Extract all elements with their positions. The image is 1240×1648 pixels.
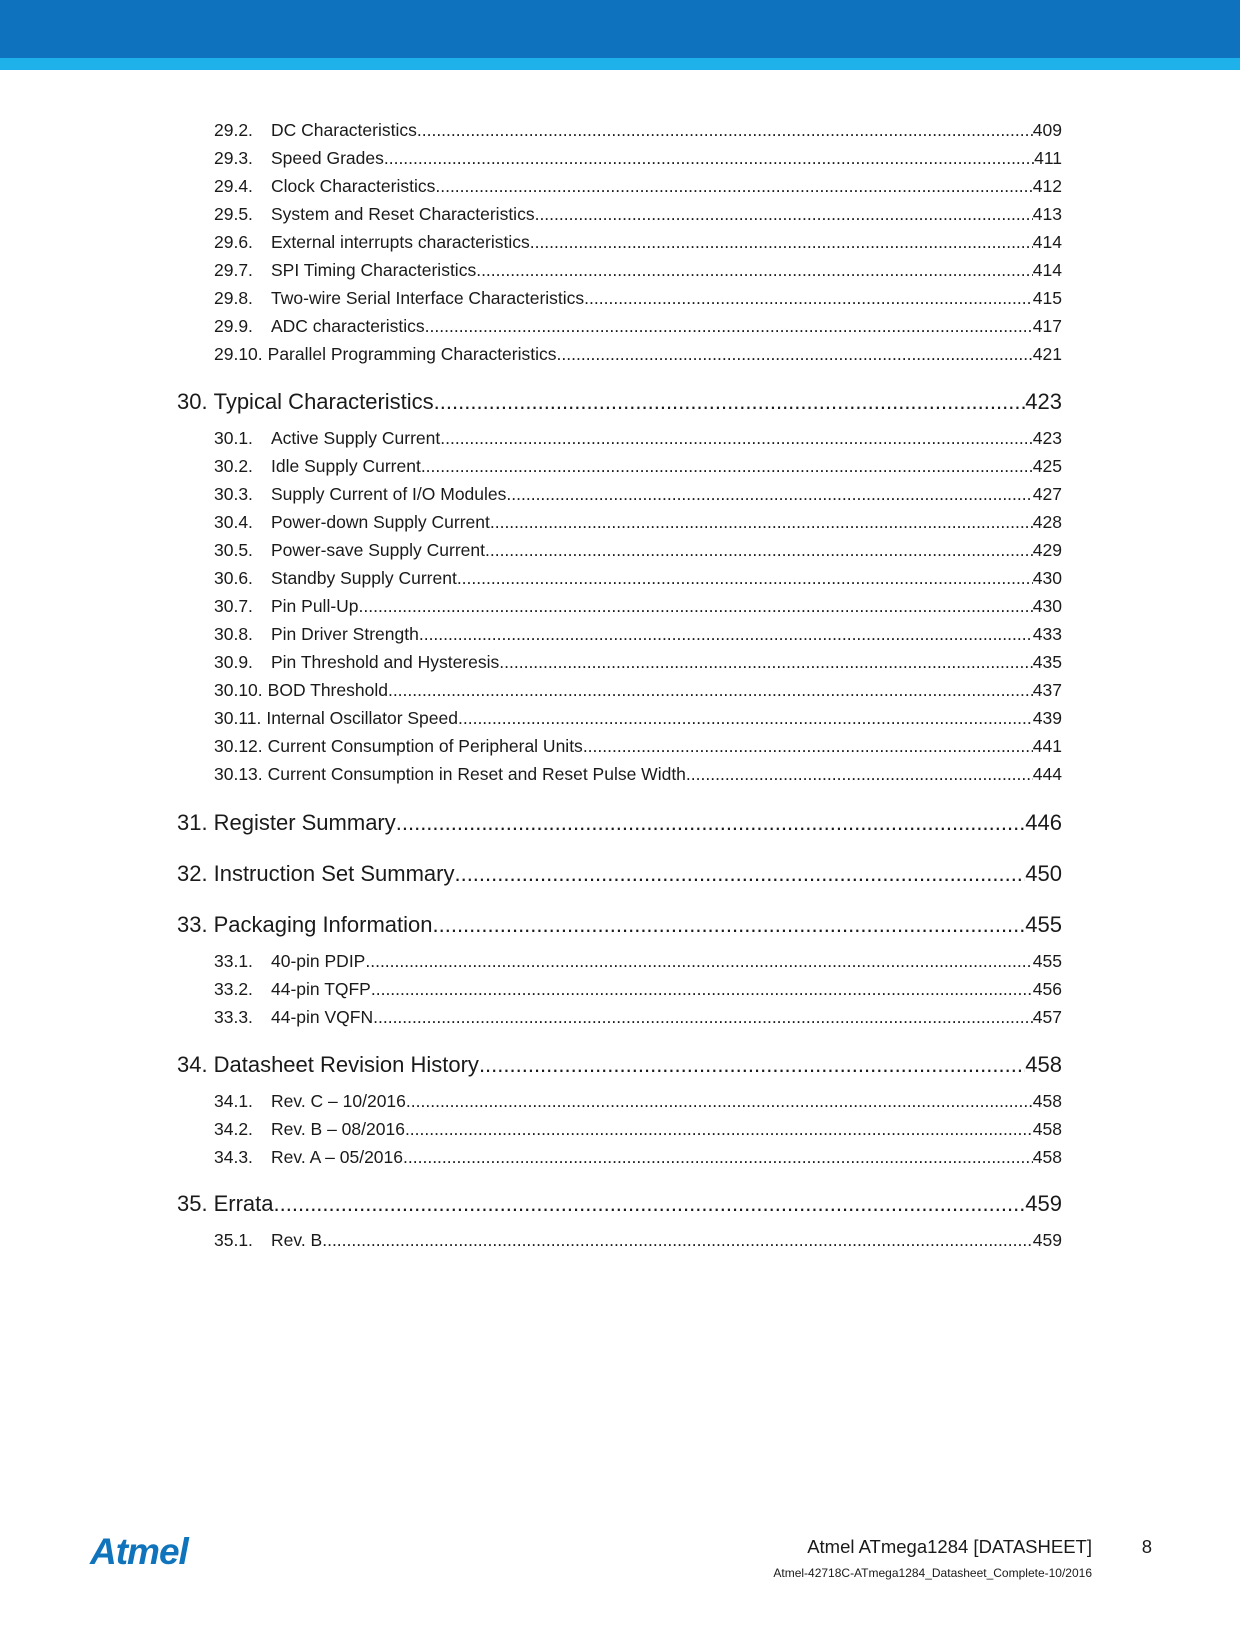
- toc-entry-page: 428: [1032, 512, 1062, 532]
- toc-entry-number: 33.2.: [214, 979, 253, 999]
- toc-entry-title: External interrupts characteristics: [271, 232, 530, 252]
- toc-entry-page: 423: [1032, 428, 1062, 448]
- toc-dot-leader: [384, 146, 1034, 170]
- toc-chapter-title: Errata: [213, 1191, 274, 1216]
- toc-chapter-number: 32.: [177, 861, 208, 886]
- toc-entry-29-7[interactable]: [214, 258, 1062, 282]
- toc-entry-page: 412: [1032, 176, 1062, 196]
- toc-entry-number: 34.1.: [214, 1091, 253, 1111]
- toc-chapter-number: 35.: [177, 1191, 208, 1216]
- toc-dot-leader: [419, 622, 1033, 646]
- toc-dot-leader: [530, 230, 1033, 254]
- toc-entry-30-12[interactable]: [214, 734, 1062, 758]
- toc-entry-title: Speed Grades: [271, 148, 384, 168]
- toc-entry-29-9[interactable]: [214, 314, 1062, 338]
- toc-entry-30-6[interactable]: [214, 566, 1062, 590]
- toc-entry-page: 413: [1032, 204, 1062, 224]
- toc-entry-34-2[interactable]: [214, 1117, 1062, 1141]
- toc-entry-page: 414: [1032, 232, 1062, 252]
- toc-entry-30-9[interactable]: [214, 650, 1062, 674]
- toc-chapter-33[interactable]: [177, 910, 1062, 940]
- toc-entry-30-2[interactable]: [214, 454, 1062, 478]
- toc-dot-leader: [365, 949, 1032, 973]
- toc-chapter-34[interactable]: [177, 1050, 1062, 1080]
- toc-entry-title: DC Characteristics: [271, 120, 417, 140]
- toc-entry-number: 34.3.: [214, 1147, 253, 1167]
- toc-dot-leader: [359, 594, 1033, 618]
- toc-chapter-title: Packaging Information: [213, 912, 433, 937]
- toc-entry-title: 44-pin VQFN: [271, 1007, 374, 1027]
- toc-entry-page: 415: [1032, 288, 1062, 308]
- toc-entry-33-3[interactable]: [214, 1005, 1062, 1029]
- toc-entry-number: 33.3.: [214, 1007, 253, 1027]
- toc-entry-30-10[interactable]: [214, 678, 1062, 702]
- toc-entry-page: 458: [1032, 1119, 1062, 1139]
- toc-chapter-30[interactable]: [177, 387, 1062, 417]
- toc-entry-title: Rev. B – 08/2016: [271, 1119, 405, 1139]
- toc-chapter-number: 30.: [177, 389, 208, 414]
- toc-entry-page: 427: [1032, 484, 1062, 504]
- toc-entry-29-5[interactable]: [214, 202, 1062, 226]
- toc-dot-leader: [557, 342, 1033, 366]
- toc-entry-page: 429: [1032, 540, 1062, 560]
- toc-chapter-title: Register Summary: [213, 810, 396, 835]
- toc-dot-leader: [506, 482, 1032, 506]
- toc-dot-leader: [485, 538, 1033, 562]
- toc-chapter-page: 446: [1025, 810, 1062, 835]
- toc-entry-29-3[interactable]: [214, 146, 1062, 170]
- toc-entry-page: 435: [1032, 652, 1062, 672]
- toc-entry-30-8[interactable]: [214, 622, 1062, 646]
- toc-entry-number: 30.12.: [214, 736, 263, 756]
- toc-entry-number: 29.2.: [214, 120, 253, 140]
- toc-entry-30-13[interactable]: [214, 762, 1062, 786]
- toc-dot-leader: [371, 977, 1033, 1001]
- toc-chapter-page: 450: [1025, 861, 1062, 886]
- toc-entry-30-3[interactable]: [214, 482, 1062, 506]
- toc-dot-leader: [405, 1117, 1033, 1141]
- toc-entry-page: 458: [1032, 1091, 1062, 1111]
- toc-chapter-page: 455: [1025, 912, 1062, 937]
- toc-dot-leader: [434, 387, 1026, 417]
- toc-entry-number: 33.1.: [214, 951, 253, 971]
- toc-entry-number: 30.6.: [214, 568, 253, 588]
- atmel-logo: [88, 1528, 208, 1572]
- toc-dot-leader: [490, 510, 1033, 534]
- toc-entry-number: 30.11.: [214, 708, 262, 728]
- toc-chapter-number: 31.: [177, 810, 208, 835]
- toc-entry-29-10[interactable]: [214, 342, 1062, 366]
- toc-chapter-title: Datasheet Revision History: [213, 1052, 479, 1077]
- toc-entry-title: Internal Oscillator Speed: [266, 708, 458, 728]
- toc-chapter-page: 423: [1025, 389, 1062, 414]
- toc-dot-leader: [686, 762, 1033, 786]
- toc-entry-29-2[interactable]: [214, 118, 1062, 142]
- toc-entry-page: 439: [1032, 708, 1062, 728]
- toc-entry-29-6[interactable]: [214, 230, 1062, 254]
- toc-entry-title: Rev. A – 05/2016: [271, 1147, 404, 1167]
- toc-entry-title: Current Consumption of Peripheral Units: [267, 736, 583, 756]
- toc-entry-title: Pin Threshold and Hysteresis: [271, 652, 500, 672]
- toc-dot-leader: [373, 1005, 1033, 1029]
- toc-chapter-page: 458: [1025, 1052, 1062, 1077]
- toc-entry-title: Parallel Programming Characteristics: [267, 344, 557, 364]
- toc-dot-leader: [406, 1089, 1033, 1113]
- toc-dot-leader: [499, 650, 1033, 674]
- toc-entry-title: Rev. C – 10/2016: [271, 1091, 406, 1111]
- toc-dot-leader: [440, 426, 1033, 450]
- toc-entry-number: 29.7.: [214, 260, 253, 280]
- toc-dot-leader: [433, 910, 1026, 940]
- toc-entry-number: 35.1.: [214, 1230, 253, 1250]
- toc-entry-title: Power-down Supply Current: [271, 512, 490, 532]
- toc-chapter-35[interactable]: [177, 1189, 1062, 1219]
- toc-chapter-title: Instruction Set Summary: [213, 861, 455, 886]
- toc-entry-page: 411: [1034, 148, 1062, 168]
- toc-entry-page: 409: [1032, 120, 1062, 140]
- toc-chapter-number: 33.: [177, 912, 208, 937]
- toc-entry-page: 444: [1032, 764, 1062, 784]
- toc-dot-leader: [476, 258, 1033, 282]
- footer-document-id: Atmel-42718C-ATmega1284_Datasheet_Complete-10/2016: [773, 1566, 1092, 1580]
- toc-entry-page: 441: [1032, 736, 1062, 756]
- toc-entry-title: Supply Current of I/O Modules: [271, 484, 507, 504]
- toc-entry-30-7[interactable]: [214, 594, 1062, 618]
- toc-entry-title: Rev. B: [271, 1230, 323, 1250]
- toc-entry-title: Idle Supply Current: [271, 456, 421, 476]
- toc-entry-number: 30.2.: [214, 456, 253, 476]
- toc-entry-33-1[interactable]: [214, 949, 1062, 973]
- toc-entry-page: 414: [1032, 260, 1062, 280]
- toc-entry-page: 437: [1032, 680, 1062, 700]
- toc-entry-title: Active Supply Current: [271, 428, 441, 448]
- toc-dot-leader: [479, 1050, 1025, 1080]
- toc-chapter-31[interactable]: [177, 808, 1062, 838]
- toc-entry-number: 30.9.: [214, 652, 253, 672]
- toc-entry-number: 29.4.: [214, 176, 253, 196]
- toc-dot-leader: [457, 566, 1033, 590]
- toc-entry-number: 29.8.: [214, 288, 253, 308]
- toc-chapter-page: 459: [1025, 1191, 1062, 1216]
- toc-entry-title: System and Reset Characteristics: [271, 204, 535, 224]
- toc-entry-number: 29.9.: [214, 316, 253, 336]
- toc-entry-title: SPI Timing Characteristics: [271, 260, 477, 280]
- toc-entry-page: 459: [1032, 1230, 1062, 1250]
- toc-entry-number: 29.3.: [214, 148, 253, 168]
- toc-entry-number: 30.8.: [214, 624, 253, 644]
- toc-entry-title: Power-save Supply Current: [271, 540, 485, 560]
- toc-entry-page: 457: [1032, 1007, 1062, 1027]
- toc-entry-35-1[interactable]: [214, 1228, 1062, 1252]
- toc-entry-number: 30.1.: [214, 428, 253, 448]
- toc-entry-page: 430: [1032, 596, 1062, 616]
- toc-entry-page: 456: [1032, 979, 1062, 999]
- toc-dot-leader: [274, 1189, 1026, 1219]
- toc-entry-29-4[interactable]: [214, 174, 1062, 198]
- toc-entry-number: 29.10.: [214, 344, 263, 364]
- toc-dot-leader: [322, 1228, 1033, 1252]
- toc-dot-leader: [403, 1145, 1033, 1169]
- toc-entry-number: 29.6.: [214, 232, 253, 252]
- toc-dot-leader: [535, 202, 1033, 226]
- toc-dot-leader: [388, 678, 1033, 702]
- toc-entry-title: Current Consumption in Reset and Reset Pulse Width: [267, 764, 686, 784]
- toc-entry-34-3[interactable]: [214, 1145, 1062, 1169]
- toc-dot-leader: [425, 314, 1033, 338]
- toc-entry-number: 30.5.: [214, 540, 253, 560]
- toc-chapter-number: 34.: [177, 1052, 208, 1077]
- toc-entry-number: 30.3.: [214, 484, 253, 504]
- toc-entry-title: Clock Characteristics: [271, 176, 436, 196]
- toc-entry-30-5[interactable]: [214, 538, 1062, 562]
- toc-entry-page: 433: [1032, 624, 1062, 644]
- toc-entry-34-1[interactable]: [214, 1089, 1062, 1113]
- toc-entry-number: 30.10.: [214, 680, 263, 700]
- toc-entry-number: 34.2.: [214, 1119, 253, 1139]
- toc-dot-leader: [417, 118, 1033, 142]
- toc-entry-page: 421: [1032, 344, 1062, 364]
- toc-dot-leader: [584, 286, 1033, 310]
- toc-chapter-32[interactable]: [177, 859, 1062, 889]
- toc-entry-number: 29.5.: [214, 204, 253, 224]
- toc-entry-30-1[interactable]: [214, 426, 1062, 450]
- toc-entry-33-2[interactable]: [214, 977, 1062, 1001]
- toc-entry-title: Standby Supply Current: [271, 568, 457, 588]
- toc-dot-leader: [583, 734, 1033, 758]
- toc-entry-title: BOD Threshold: [267, 680, 388, 700]
- toc-entry-title: ADC characteristics: [271, 316, 425, 336]
- footer-page-number: 8: [1141, 1536, 1152, 1557]
- toc-dot-leader: [454, 859, 1025, 889]
- toc-dot-leader: [458, 706, 1033, 730]
- toc-entry-number: 30.13.: [214, 764, 263, 784]
- toc-entry-30-4[interactable]: [214, 510, 1062, 534]
- toc-dot-leader: [396, 808, 1026, 838]
- toc-entry-number: 30.4.: [214, 512, 253, 532]
- toc-entry-title: Pin Pull-Up: [271, 596, 359, 616]
- toc-dot-leader: [435, 174, 1032, 198]
- toc-entry-title: 44-pin TQFP: [271, 979, 371, 999]
- toc-entry-title: 40-pin PDIP: [271, 951, 366, 971]
- toc-entry-number: 30.7.: [214, 596, 253, 616]
- toc-entry-page: 455: [1032, 951, 1062, 971]
- toc-entry-page: 425: [1032, 456, 1062, 476]
- toc-entry-page: 417: [1032, 316, 1062, 336]
- toc-entry-29-8[interactable]: [214, 286, 1062, 310]
- atmel-logo-wordmark: Atmel: [90, 1531, 188, 1572]
- toc-entry-page: 430: [1032, 568, 1062, 588]
- toc-entry-30-11[interactable]: [214, 706, 1062, 730]
- toc-entry-title: Pin Driver Strength: [271, 624, 419, 644]
- footer-document-title: Atmel ATmega1284 [DATASHEET]: [807, 1536, 1092, 1557]
- toc-entry-page: 458: [1032, 1147, 1062, 1167]
- toc-entry-title: Two-wire Serial Interface Characteristics: [271, 288, 585, 308]
- toc-dot-leader: [421, 454, 1033, 478]
- toc-chapter-title: Typical Characteristics: [213, 389, 434, 414]
